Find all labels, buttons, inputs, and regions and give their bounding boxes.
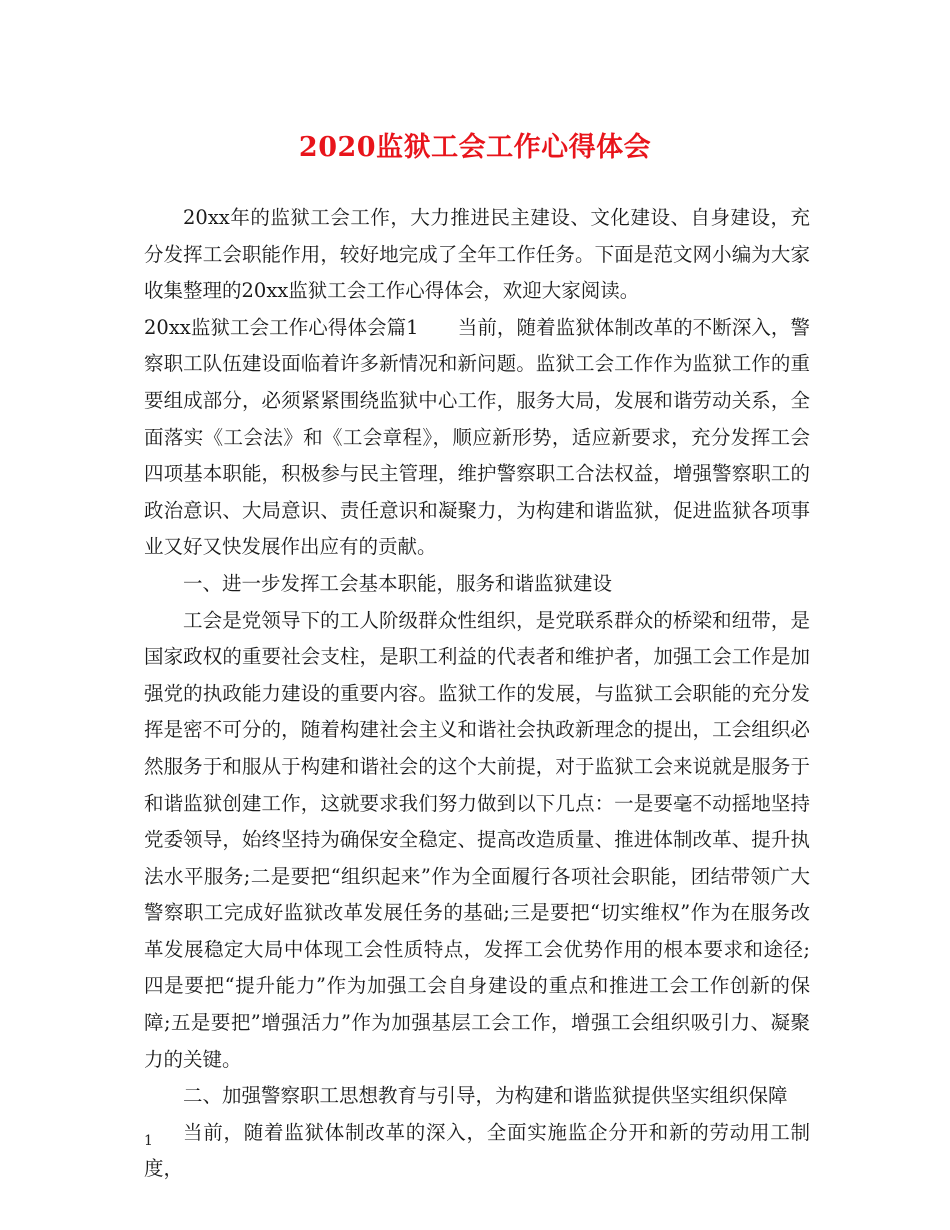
paragraph-section-1: 工会是党领导下的工人阶级群众性组织，是党联系群众的桥梁和纽带，是国家政权的重要社会支柱，是职工利益的代表者和维护者，加强工会工作是加强党的执政能力建设的重要内容。监狱工作的发展，与监狱工会职能的充分发挥是密不可分的，随着构建社会主义和谐社会执政新理念的提出，工会组织必然服务于和服从于构建和谐社会的这个大前提，对于监狱工会来说就是服务于和谐监狱创建工作，这就要求我们努力做到以下几点：一是要毫不动摇地坚持党委领导，始终坚持为确保安全稳定、提高改造质量、推进体制改革、提升执法水平服务;二是要把“组织起来”作为全面履行各项社会职能，团结带领广大警察职工完成好监狱改革发展任务的基础;三是要把“切实维权”作为在服务改革发展稳定大局中体现工会性质特点，发挥工会优势作用的根本要求和途径;四是要把“提升能力”作为加强工会自身建设的重点和推进工会工作创新的保障;五是要把”增强活力”作为加强基层工会工作，增强工会组织吸引力、凝聚力的关键。 [144,608,810,1071]
section-heading-2: 二、加强警察职工思想教育与引导，为构建和谐监狱提供坚实组织保障 [183,1084,788,1108]
section-heading-1: 一、进一步发挥工会基本职能，服务和谐监狱建设 [183,571,613,595]
paragraph-intro: 20xx年的监狱工会工作，大力推进民主建设、文化建设、自身建设，充分发挥工会职能作用，较好地完成了全年工作任务。下面是范文网小编为大家收集整理的20xx监狱工会工作心得体会，欢迎大家阅读。 [144,206,810,303]
document-body [144,200,810,1188]
paragraph-section-2: 当前，随着监狱体制改革的深入，全面实施监企分开和新的劳动用工制度， [144,1120,810,1181]
paragraph-article-1: 20xx监狱工会工作心得体会篇1 当前，随着监狱体制改革的不断深入，警察职工队伍建设面临着许多新情况和新问题。监狱工会工作作为监狱工作的重要组成部分，必须紧紧围绕监狱中心工作，服务大局，发展和谐劳动关系，全面落实《工会法》和《工会章程》，顺应新形势，适应新要求，充分发挥工会四项基本职能，积极参与民主管理，维护警察职工合法权益，增强警察职工的政治意识、大局意识、责任意识和凝聚力，为构建和谐监狱，促进监狱各项事业又好又快发展作出应有的贡献。 [144,315,810,559]
page-number: 1 [144,1133,153,1149]
document-title: 2020监狱工会工作心得体会 [298,132,652,163]
